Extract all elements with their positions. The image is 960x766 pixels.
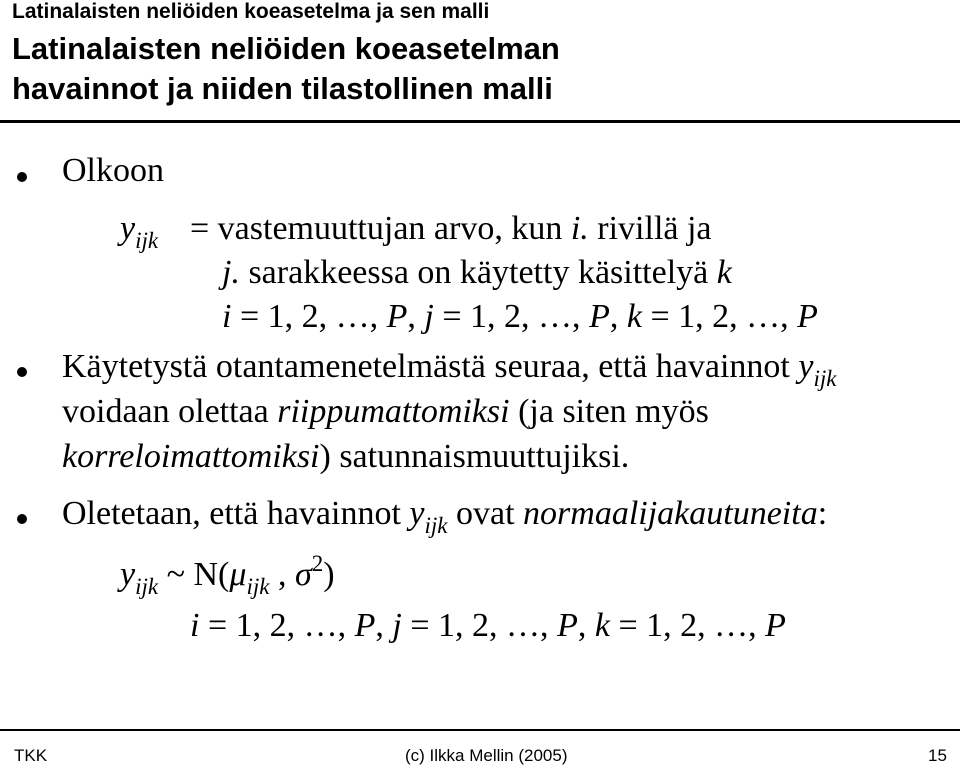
bullet2-line1 xyxy=(62,348,836,392)
index-P1: P xyxy=(354,607,376,644)
index-i: i xyxy=(222,298,232,335)
slide-title-line1: Latinalaisten neliöiden koeasetelman xyxy=(12,31,560,66)
model-mu: μ xyxy=(229,556,247,593)
footer-left: TKK xyxy=(14,746,48,765)
index-P2: P xyxy=(589,298,610,335)
model-sigma: σ xyxy=(294,556,312,593)
bullet3-y-subscript: ijk xyxy=(424,513,448,538)
bullet2-line2-italic: riippumattomiksi xyxy=(277,393,510,430)
definition-line1-suffix: rivillä ja xyxy=(588,210,712,247)
bullet2-line2-prefix: voidaan olettaa xyxy=(62,393,278,430)
index-i-range: = 1, 2, …, xyxy=(199,607,355,644)
model-tilde-N: ~ N( xyxy=(158,556,230,593)
model-power: 2 xyxy=(311,551,324,576)
index-j-range: = 1, 2, …, xyxy=(433,298,590,335)
index-ranges-line2 xyxy=(190,607,786,645)
section-title: Latinalaisten neliöiden koeasetelma ja sen malli xyxy=(12,0,490,23)
definition-j: j. xyxy=(222,254,240,291)
definition-i: i. xyxy=(570,210,589,247)
model-y-subscript: ijk xyxy=(135,574,159,599)
bullet2-line3 xyxy=(62,438,629,476)
definition-line1-prefix: = vastemuuttujan arvo, kun xyxy=(190,210,571,247)
bullet3-italic: normaalijakautuneita xyxy=(523,495,818,532)
index-sep: , xyxy=(407,298,425,335)
bullet-point xyxy=(17,514,27,524)
bullet2-y-subscript: ijk xyxy=(813,366,837,391)
index-sep: , xyxy=(375,607,393,644)
bullet1-text: Olkoon xyxy=(62,152,164,189)
bullet-point xyxy=(17,172,27,182)
y-symbol: y xyxy=(120,210,136,247)
definition-k: k xyxy=(716,254,732,291)
index-k-range: = 1, 2, …, xyxy=(609,607,766,644)
index-P3: P xyxy=(765,607,786,644)
slide-title xyxy=(12,29,560,109)
model-formula xyxy=(120,551,335,600)
index-j-range: = 1, 2, …, xyxy=(401,607,558,644)
index-j: j xyxy=(424,298,434,335)
index-P3: P xyxy=(797,298,818,335)
bullet2-line1-prefix: Käytetystä otantamenetelmästä seuraa, että havainnot xyxy=(62,348,799,385)
definition-line1 xyxy=(190,210,712,248)
header-divider xyxy=(0,120,960,123)
model-close: ) xyxy=(323,556,335,593)
slide-title-line2: havainnot ja niiden tilastollinen malli xyxy=(12,71,553,106)
index-sep: , xyxy=(609,298,627,335)
model-y: y xyxy=(120,556,136,593)
index-P1: P xyxy=(386,298,408,335)
bullet-point xyxy=(17,367,27,377)
index-k-range: = 1, 2, …, xyxy=(641,298,798,335)
footer-divider xyxy=(0,729,960,731)
bullet2-line2-suffix: (ja siten myös xyxy=(509,393,709,430)
bullet3-middle: ovat xyxy=(447,495,524,532)
index-i: i xyxy=(190,607,200,644)
bullet2-line3-italic: korreloimattomiksi xyxy=(62,438,320,475)
index-sep: , xyxy=(577,607,595,644)
bullet3-text xyxy=(62,495,827,539)
definition-symbol xyxy=(120,210,158,254)
y-subscript: ijk xyxy=(135,228,159,253)
bullet2-y: y xyxy=(798,348,814,385)
index-j: j xyxy=(392,607,402,644)
index-P2: P xyxy=(557,607,578,644)
footer-center: (c) Ilkka Mellin (2005) xyxy=(405,746,568,765)
index-i-range: = 1, 2, …, xyxy=(231,298,387,335)
model-comma: , xyxy=(269,556,295,593)
bullet3-y: y xyxy=(409,495,425,532)
definition-line2 xyxy=(222,254,732,292)
model-mu-subscript: ijk xyxy=(246,574,270,599)
bullet2-line3-suffix: ) satunnaismuuttujiksi. xyxy=(319,438,630,475)
index-k: k xyxy=(594,607,610,644)
bullet3-prefix: Oletetaan, että havainnot xyxy=(62,495,410,532)
definition-line2-mid: sarakkeessa on käytetty käsittelyä xyxy=(239,254,717,291)
bullet3-suffix: : xyxy=(817,495,828,532)
index-ranges-line1 xyxy=(222,298,818,336)
bullet2-line2 xyxy=(62,393,709,431)
page-number: 15 xyxy=(928,746,947,765)
index-k: k xyxy=(626,298,642,335)
